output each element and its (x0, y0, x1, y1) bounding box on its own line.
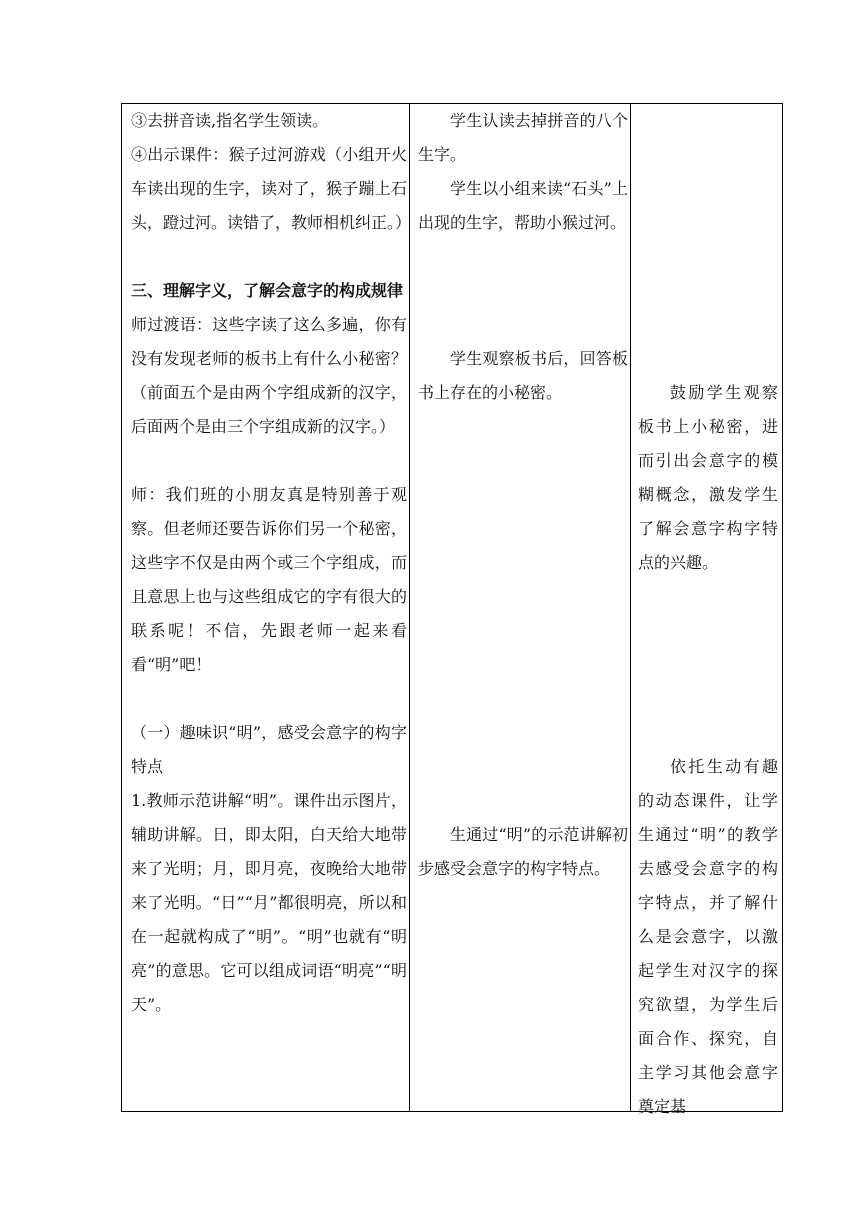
teacher-activity-column (131, 104, 412, 1111)
step-text: ④出示课件：猴子过河游戏（小组开火车读出现的生字，读对了，猴子蹦上石头，蹬过河。读错了，教师相机纠正。） (131, 145, 412, 232)
sub-heading: （一）趣味识“明”，感受会意字的构字特点 (131, 723, 407, 776)
lesson-plan-table (121, 103, 783, 1116)
paragraph: 生通过“明”的示范讲解初步感受会意字的构字特点。 (418, 825, 628, 878)
paragraph: 鼓励学生观察板书上小秘密，进而引出会意字的模糊概念，激发学生了解会意字构字特点的兴趣。 (638, 383, 778, 572)
paragraph: 师：我们班的小朋友真是特别善于观察。但老师还要告诉你们另一个秘密，这些字不仅是由两个或三个字组成，而且意思上也与这些组成它的字有很大的联系呢！不信，先跟老师一起来看看“明”吧！ (131, 485, 407, 674)
section-heading: 三、理解字义，了解会意字的构成规律 (131, 281, 404, 300)
paragraph: 1.教师示范讲解“明”。课件出示图片，辅助讲解。日，即太阳，白天给大地带来了光明；月，即月亮，夜晚给大地带来了光明。“日”“月”都很明亮，所以和在一起就构成了“明”。“明”也就有“明亮”的意思。它可以组成词语“明亮”“明天”。 (131, 791, 407, 1014)
column-divider (630, 104, 631, 1111)
step-text: ③去拼音读,指名学生领读。 (131, 111, 329, 130)
student-activity-column (418, 104, 628, 1111)
paragraph: 依托生动有趣的动态课件，让学生通过“明”的教学去感受会意字的构字特点，并了解什么是会意字，以激起学生对汉字的探究欲望，为学生后面合作、探究，自主学习其他会意字奠定基 (638, 757, 778, 1116)
paragraph: 师过渡语：这些字读了这么多遍，你有没有发现老师的板书上有什么小秘密？（前面五个是由两个字组成新的汉字，后面两个是由三个字组成新的汉字。） (131, 315, 407, 436)
paragraph: 学生观察板书后，回答板书上存在的小秘密。 (418, 349, 628, 402)
design-intent-column (638, 104, 778, 1116)
paragraph: 学生认读去掉拼音的八个生字。 (418, 111, 628, 164)
column-divider (409, 104, 410, 1111)
paragraph: 学生以小组来读“石头”上出现的生字，帮助小猴过河。 (418, 179, 628, 232)
